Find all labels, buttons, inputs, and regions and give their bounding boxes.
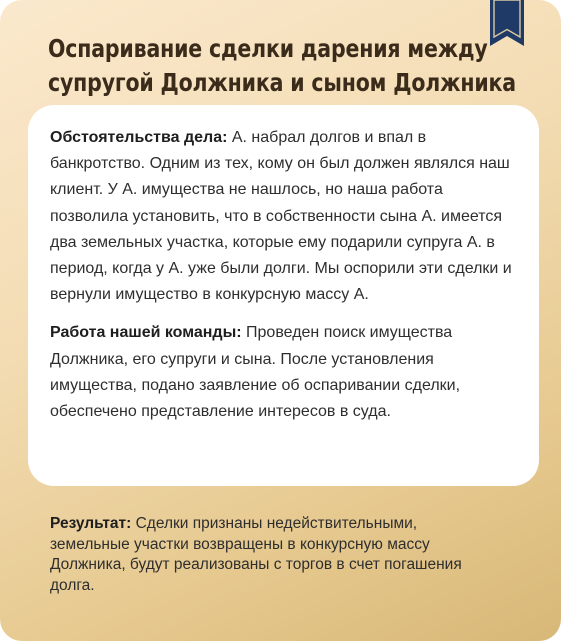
result-paragraph [50,514,470,596]
circumstances-label: Обстоятельства дела: [50,129,228,146]
bookmark-ribbon-icon [490,0,524,46]
circumstances-text: А. набрал долгов и впал в банкротство. Одним из тех, кому он был должен являлся наш клиент. У А. имущества не нашлось, но наша работа позволила установить, что в собственности сына А. имеется два земельных участка, которые ему подарили супруга А. в период, когда у А. уже были долги. Мы оспорили эти сделки и вернули имущество в конкурсную массу А. [50,129,512,304]
case-title-line-2: супругой Должника и сыном Должника [48,68,516,97]
team-work-label: Работа нашей команды: [50,324,242,342]
result-label: Результат: [50,515,132,532]
team-work-text: Проведен поиск имущества Должника, его супруги и сына. После установления имущества, подано заявление об оспаривании сделки, обеспечено представление интересов в суда. [50,324,461,421]
result-text: Сделки признаны недействительными, земельные участки возвращены в конкурсную массу Должника, будут реализованы с торгов в счет погашения долга. [50,515,462,594]
case-title [48,32,516,100]
case-title-line-1: Оспаривание сделки дарения между [48,34,488,63]
team-work-paragraph [50,320,519,425]
circumstances-paragraph [50,125,519,308]
case-details-panel [28,105,539,486]
